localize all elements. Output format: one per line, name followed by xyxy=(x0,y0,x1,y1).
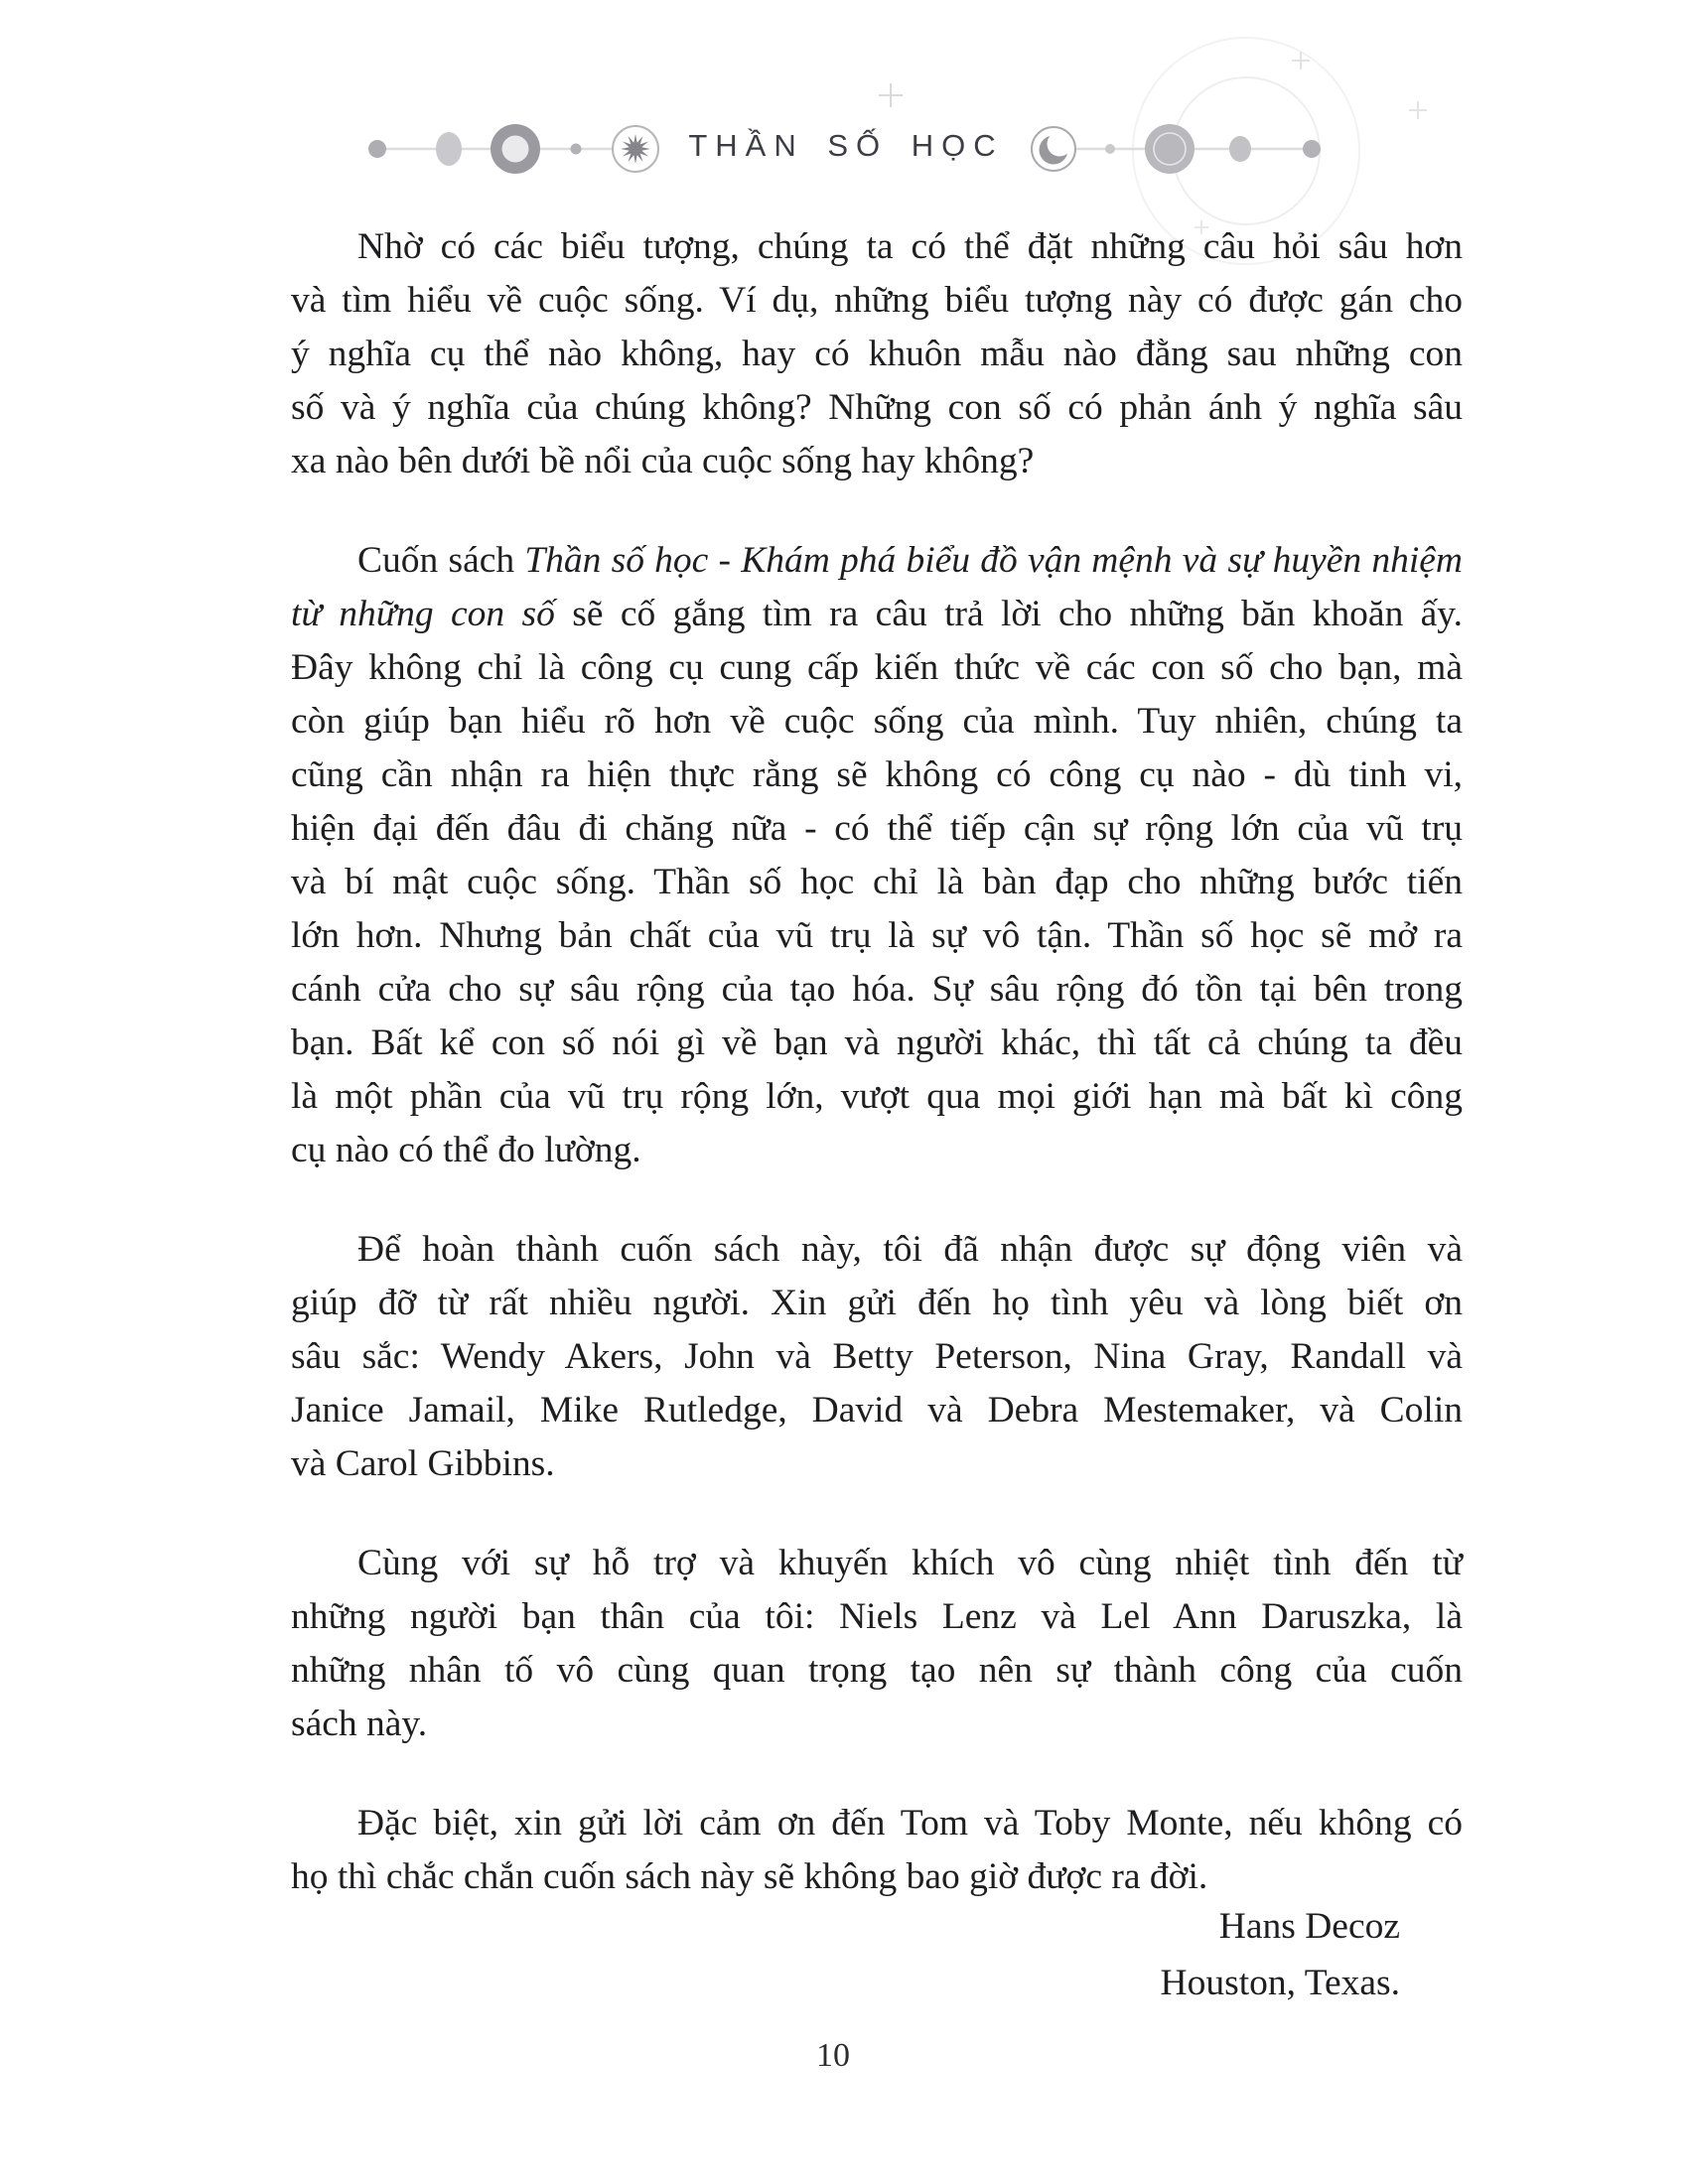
text-segment: sẽ cố gắng tìm ra câu trả lời cho những băn khoăn ấy. xyxy=(572,594,1464,634)
text-line xyxy=(291,1017,1463,1070)
text-segment: Đây không chỉ là công cụ cung cấp kiến thức về các con số cho bạn, mà xyxy=(291,647,1463,688)
text-line xyxy=(291,274,1463,328)
text-line xyxy=(291,749,1463,802)
text-segment: là một phần của vũ trụ rộng lớn, vượt qua mọi giới hạn mà bất kì công xyxy=(291,1076,1463,1117)
text-segment: và bí mật cuộc sống. Thần số học chỉ là bàn đạp cho những bước tiến xyxy=(291,862,1463,902)
text-line xyxy=(291,1537,1463,1590)
text-segment: Cuốn sách xyxy=(357,540,525,581)
text-line xyxy=(291,328,1463,381)
text-line xyxy=(291,1698,1463,1751)
text-line xyxy=(291,220,1463,274)
text-segment: Để hoàn thành cuốn sách này, tôi đã nhận được sự động viên và xyxy=(357,1229,1463,1270)
signature-name: Hans Decoz xyxy=(1218,1906,1400,1947)
signature-block xyxy=(1161,1898,1400,2011)
left-ornament-chain xyxy=(368,124,658,174)
text-line xyxy=(291,1277,1463,1330)
text-line xyxy=(291,1223,1463,1277)
text-line xyxy=(291,1644,1463,1698)
text-line xyxy=(291,1070,1463,1124)
text-segment: ý nghĩa cụ thể nào không, hay có khuôn mẫu nào đằng sau những con xyxy=(291,334,1463,374)
page-title: THẦN SỐ HỌC xyxy=(688,128,1004,163)
body-text xyxy=(291,220,1463,1904)
text-segment: những người bạn thân của tôi: Niels Lenz và Lel Ann Daruszka, là xyxy=(291,1596,1463,1637)
text-segment: cụ nào có thể đo lường. xyxy=(291,1130,641,1170)
dot-icon xyxy=(1105,144,1115,154)
filled-circle-icon xyxy=(1145,124,1195,174)
text-segment: sâu sắc: Wendy Akers, John và Betty Peterson, Nina Gray, Randall và xyxy=(291,1336,1463,1377)
paragraph xyxy=(291,220,1463,488)
paragraph xyxy=(291,1537,1463,1751)
text-line xyxy=(291,588,1463,641)
text-segment: Cùng với sự hỗ trợ và khuyến khích vô cùng nhiệt tình đến từ xyxy=(357,1543,1463,1583)
crescent-moon-icon xyxy=(1032,127,1075,171)
dot-icon xyxy=(368,140,386,158)
text-line xyxy=(291,1590,1463,1644)
text-line xyxy=(291,909,1463,963)
italic-text-segment: Thần số học - Khám phá biểu đồ vận mệnh và sự huyền nhiệm xyxy=(524,540,1463,581)
paragraph xyxy=(291,534,1463,1177)
italic-text-segment: từ những con số xyxy=(291,594,573,634)
ellipse-icon xyxy=(1229,136,1251,162)
text-segment: lớn hơn. Nhưng bản chất của vũ trụ là sự vô tận. Thần số học sẽ mở ra xyxy=(291,915,1463,956)
text-line xyxy=(291,641,1463,695)
ellipse-icon xyxy=(436,132,462,166)
text-segment: Đặc biệt, xin gửi lời cảm ơn đến Tom và Toby Monte, nếu không có xyxy=(357,1803,1463,1843)
text-segment: những nhân tố vô cùng quan trọng tạo nên sự thành công của cuốn xyxy=(291,1650,1463,1691)
text-segment: sách này. xyxy=(291,1704,428,1744)
text-segment: Janice Jamail, Mike Rutledge, David và Debra Mestemaker, và Colin xyxy=(291,1390,1463,1431)
text-segment: Nhờ có các biểu tượng, chúng ta có thể đặt những câu hỏi sâu hơn xyxy=(357,226,1463,267)
paragraph xyxy=(291,1797,1463,1904)
text-segment: xa nào bên dưới bề nổi của cuộc sống hay không? xyxy=(291,441,1035,481)
text-segment: họ thì chắc chắn cuốn sách này sẽ không bao giờ được ra đời. xyxy=(291,1856,1208,1897)
text-segment: và Carol Gibbins. xyxy=(291,1443,555,1484)
text-segment: còn giúp bạn hiểu rõ hơn về cuộc sống của mình. Tuy nhiên, chúng ta xyxy=(291,701,1463,742)
text-line xyxy=(291,856,1463,909)
text-line xyxy=(291,1124,1463,1177)
dot-icon xyxy=(571,144,582,155)
text-line xyxy=(291,381,1463,435)
text-line xyxy=(291,1437,1463,1491)
text-line xyxy=(291,963,1463,1017)
paragraph xyxy=(291,1223,1463,1491)
starburst-icon xyxy=(613,126,658,172)
text-line xyxy=(291,1330,1463,1384)
text-line xyxy=(291,435,1463,488)
text-segment: giúp đỡ từ rất nhiều người. Xin gửi đến họ tình yêu và lòng biết ơn xyxy=(291,1283,1463,1323)
text-segment: cũng cần nhận ra hiện thực rằng sẽ không có công cụ nào - dù tinh vi, xyxy=(291,754,1463,795)
text-line xyxy=(291,1850,1463,1904)
text-segment: và tìm hiểu về cuộc sống. Ví dụ, những biểu tượng này có được gán cho xyxy=(291,280,1463,321)
text-segment: số và ý nghĩa của chúng không? Những con số có phản ánh ý nghĩa sâu xyxy=(291,387,1463,428)
text-segment: cánh cửa cho sự sâu rộng của tạo hóa. Sự sâu rộng đó tồn tại bên trong xyxy=(291,969,1463,1010)
right-ornament-chain xyxy=(1032,124,1321,174)
signature-location: Houston, Texas. xyxy=(1160,1963,1400,2003)
text-line xyxy=(291,695,1463,749)
dot-icon xyxy=(1303,140,1321,158)
text-segment: bạn. Bất kể con số nói gì về bạn và người khác, thì tất cả chúng ta đều xyxy=(291,1023,1463,1063)
text-line xyxy=(291,1797,1463,1850)
text-line xyxy=(291,802,1463,856)
text-line xyxy=(291,1384,1463,1437)
page-number: 10 xyxy=(816,2037,850,2074)
text-segment: hiện đại đến đâu đi chăng nữa - có thể tiếp cận sự rộng lớn của vũ trụ xyxy=(291,808,1463,849)
text-line xyxy=(291,534,1463,588)
